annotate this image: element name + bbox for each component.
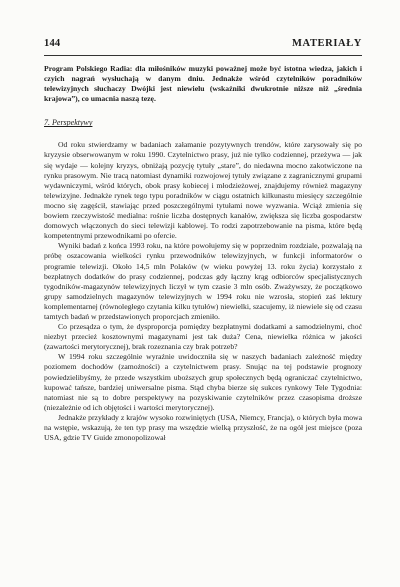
body-paragraph: Co przesądza o tym, że dysproporcja pomiędzy bezpłatnymi dodatkami a samodzielnymi, choć niezbyt przecież kosztownymi magazynami jest tak duża? Cena, niewielka różnica w jakości (zawartości merytorycznej), brak rozeznania czy brak potrzeb?	[44, 322, 362, 352]
intro-paragraph: Program Polskiego Radia: dla miłośników muzyki poważnej może być istotna wiedza, jakich i czyich nagrań wysłuchają w danym dniu. Jednakże wśród czytelników poradników telewizyjnych słuchaczy Dwójki jest niewielu (wskaźniki dwukrotnie niższe niż „średnia krajowa”), co umacnia naszą tezę.	[44, 64, 362, 104]
body-paragraph: Wyniki badań z końca 1993 roku, na które powołujemy się w poprzednim rozdziale, pozwalają na próbę oszacowania wielkości rynku przewodników telewizyjnych, w funkcji informatorów o programie telewizji. Około 14,5 mln Polaków (w wieku powyżej 13. roku życia) korzystało z bezpłatnych dodatków do prasy codziennej, podczas gdy łączny krąg odbiorców specjalistycznych tygodników-magazynów telewizyjnych liczył w tym czasie 3 mln osób. Zważywszy, że początkowo grupy samodzielnych magazynów telewizyjnych w 1994 roku nie wzrosła, stopień zaś lektury komplementarnej (równoległego czytania kilku tytułów) niewielki, szacujemy, iż niewiele się od czasu tamtych badań w przedstawionych proporcjach zmieniło.	[44, 241, 362, 321]
section-heading: 7. Perspektywy	[44, 118, 93, 128]
running-title: MATERIAŁY	[292, 38, 362, 49]
body-paragraph: W 1994 roku szczególnie wyraźnie uwidoczniła się w naszych badaniach zależność między poziomem dochodów (zamożności) a czytelnictwem prasy. Snując na tej podstawie prognozy powiedzielibyśmy, że przede wszystkim uboższych grup społecznych będą ograniczać czytelnictwo, kupować tańsze, bardziej uniwersalne pisma. Stąd chyba bierze się sukces rynkowy Tele Tygodnia: natomiast nie są to dobre perspektywy na pozyskiwanie czytelników przez czasopisma droższe (niezależnie od ich objętości i wartości merytorycznej).	[44, 352, 362, 412]
body-paragraph: Jednakże przykłady z krajów wysoko rozwiniętych (USA, Niemcy, Francja), o których była mowa na wstępie, wskazują, że ten typ prasy ma wszędzie wielką przyszłość, że na ogół jest miejsce (poza USA, gdzie TV Guide zmonopolizował	[44, 412, 362, 443]
page-number: 144	[44, 38, 61, 49]
header-rule	[44, 55, 362, 56]
page-header	[44, 38, 362, 49]
body-paragraph: Od roku stwierdzamy w badaniach załamanie pozytywnych trendów, które zarysowały się po kryzysie obserwowanym w roku 1990. Czytelnictwo prasy, już nie tylko codziennej, przeżywa — jak się wydaje — kolejny kryzys, obniżają pozycję tytuły „stare”, do niedawna mocno zakotwiczone na rynku prasowym. Nie tracą natomiast dynamiki rozwojowej tytuły związane z zagranicznymi grupami wydawniczymi, wśród których, obok prasy kobiecej i młodzieżowej, znajdujemy również magazyny telewizyjne. Jednakże rynek tego typu poradników w ciągu ostatnich kilkunastu miesięcy szczególnie mocno się zagęścił, stawiając przed poszczególnymi tytułami nowe wyzwania. Wciąż zmienia się bowiem rzeczywistość medialna: rośnie liczba dostępnych kanałów, zwiększa się liczba gospodarstw domowych włączonych do sieci telewizji kablowej. To rodzi zapotrzebowanie na pisma, które będą kompetentnymi przewodnikami po ofercie.	[44, 140, 362, 241]
